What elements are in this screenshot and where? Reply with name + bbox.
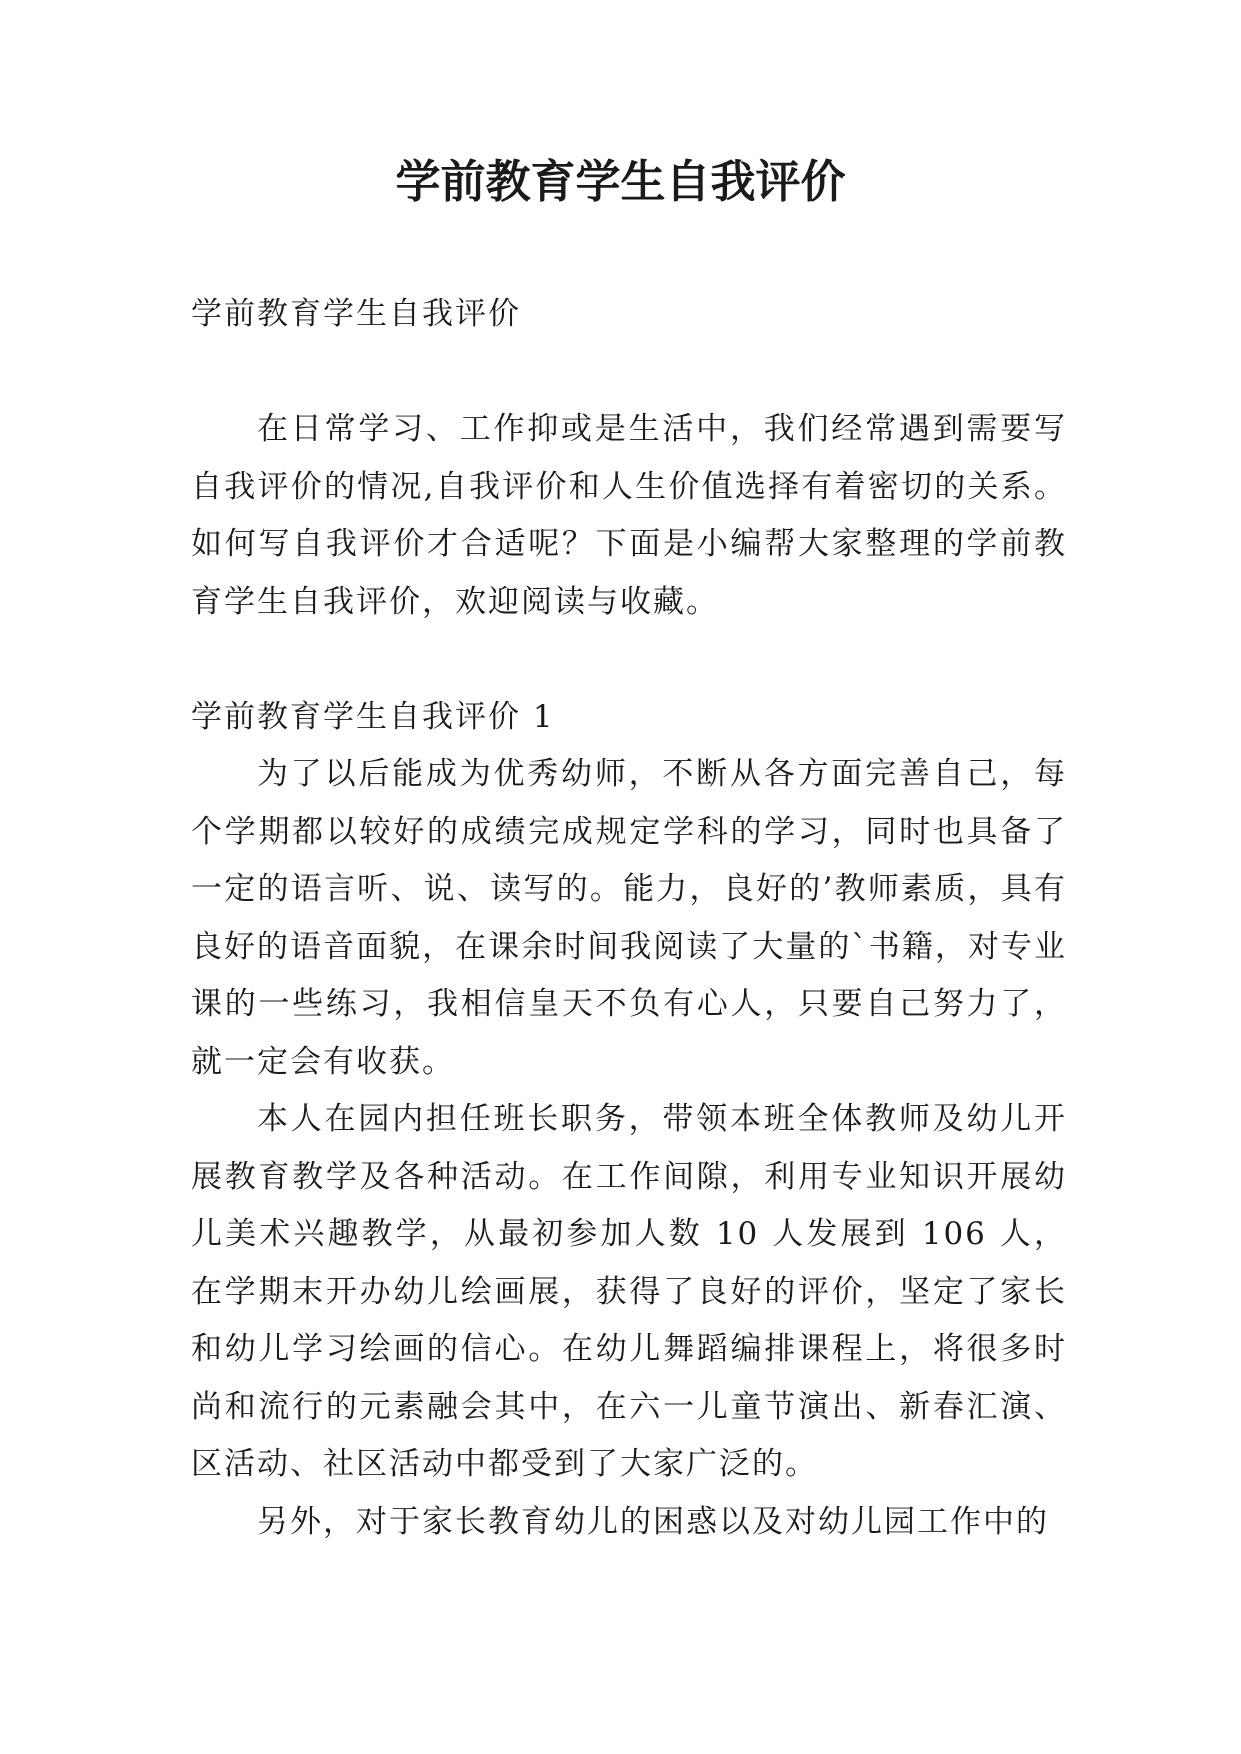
intro-paragraph: 在日常学习、工作抑或是生活中，我们经常遇到需要写自我评价的情况,自我评价和人生价值选择有着密切的关系。如何写自我评价才合适呢？下面是小编帮大家整理的学前教育学生自我评价，欢迎阅读与收藏。 xyxy=(191,411,1067,620)
body-paragraph: 为了以后能成为优秀幼师，不断从各方面完善自己，每个学期都以较好的成绩完成规定学科的学习，同时也具备了一定的语言听、说、读写的。能力，良好的’教师素质，具有良好的语音面貌，在课余时间我阅读了大量的`书籍，对专业课的一些练习，我相信皇天不负有心人，只要自己努力了，就一定会有收获。 xyxy=(191,756,1067,1080)
body-paragraph: 另外，对于家长教育幼儿的困惑以及对幼儿园工作中的 xyxy=(257,1503,1049,1540)
document-title: 学前教育学生自我评价 xyxy=(395,155,846,208)
section-heading: 学前教育学生自我评价 1 xyxy=(191,698,555,735)
document-subtitle: 学前教育学生自我评价 xyxy=(191,296,521,332)
body-paragraph: 本人在园内担任班长职务，带领本班全体教师及幼儿开展教育教学及各种活动。在工作间隙，利用专业知识开展幼儿美术兴趣教学，从最初参加人数 10 人发展到 106 人，在学期末开办幼儿绘画展，获得了良好的评价，坚定了家长和幼儿学习绘画的信心。在幼儿舞蹈编排课程上，将很多时尚和流行的元素融会其中，在六一儿童节演出、新春汇演、区活动、社区活动中都受到了大家广泛的。 xyxy=(191,1101,1067,1482)
document-body xyxy=(191,286,1067,1551)
